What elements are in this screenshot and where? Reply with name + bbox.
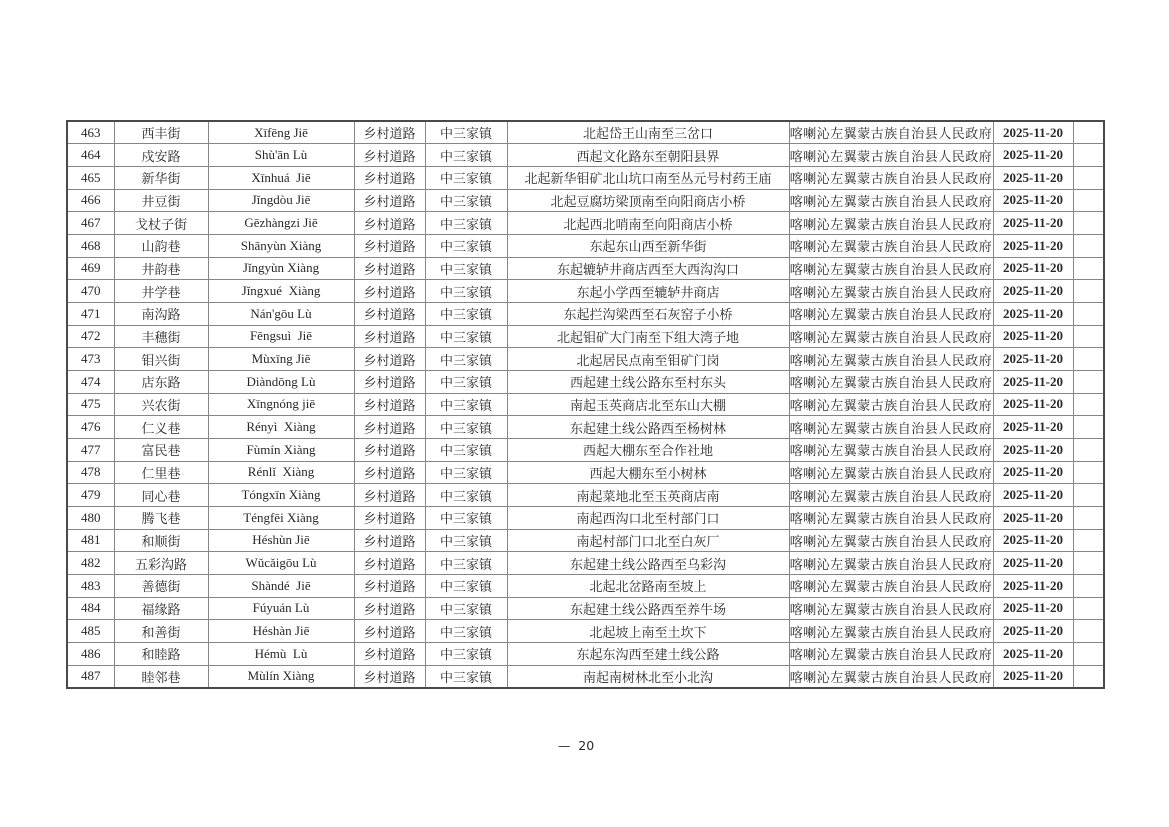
cell-road-name: 戍安路 [114,144,208,167]
table-row [67,597,1104,620]
cell-approving-government: 喀喇沁左翼蒙古族自治县人民政府 [789,416,993,439]
cell-road-type: 乡村道路 [354,370,425,393]
cell-approving-government: 喀喇沁左翼蒙古族自治县人民政府 [789,348,993,371]
cell-serial-number: 471 [67,302,114,325]
cell-location-description: 北起北岔路南至坡上 [507,574,789,597]
cell-road-name: 同心巷 [114,484,208,507]
cell-empty [1073,370,1104,393]
cell-empty [1073,348,1104,371]
table-row [67,665,1104,688]
cell-empty [1073,166,1104,189]
cell-road-name: 山韵巷 [114,234,208,257]
cell-road-type: 乡村道路 [354,574,425,597]
cell-town: 中三家镇 [425,234,507,257]
cell-location-description: 北起居民点南至钼矿门岗 [507,348,789,371]
cell-approving-government: 喀喇沁左翼蒙古族自治县人民政府 [789,665,993,688]
cell-location-description: 东起建土线公路西至乌彩沟 [507,552,789,575]
cell-date: 2025-11-20 [993,280,1073,303]
cell-location-description: 西起文化路东至朝阳县界 [507,144,789,167]
cell-town: 中三家镇 [425,597,507,620]
cell-pinyin: Wǔcǎigōu Lù [208,552,354,575]
cell-road-type: 乡村道路 [354,121,425,144]
cell-date: 2025-11-20 [993,574,1073,597]
cell-road-name: 和善街 [114,620,208,643]
cell-serial-number: 464 [67,144,114,167]
cell-location-description: 西起大棚东至小树林 [507,461,789,484]
cell-pinyin: Xīnhuá Jiē [208,166,354,189]
table-body [67,121,1104,688]
cell-road-name: 和顺街 [114,529,208,552]
cell-serial-number: 479 [67,484,114,507]
cell-road-type: 乡村道路 [354,144,425,167]
cell-road-name: 井韵巷 [114,257,208,280]
cell-town: 中三家镇 [425,484,507,507]
cell-date: 2025-11-20 [993,416,1073,439]
cell-date: 2025-11-20 [993,166,1073,189]
cell-pinyin: Téngfēi Xiàng [208,506,354,529]
table-row [67,121,1104,144]
cell-serial-number: 478 [67,461,114,484]
cell-empty [1073,280,1104,303]
cell-approving-government: 喀喇沁左翼蒙古族自治县人民政府 [789,325,993,348]
cell-pinyin: Fùmín Xiàng [208,438,354,461]
cell-town: 中三家镇 [425,620,507,643]
table-row [67,461,1104,484]
cell-road-type: 乡村道路 [354,529,425,552]
table-row [67,348,1104,371]
cell-serial-number: 472 [67,325,114,348]
cell-town: 中三家镇 [425,416,507,439]
cell-road-type: 乡村道路 [354,212,425,235]
cell-location-description: 南起玉英商店北至东山大棚 [507,393,789,416]
table-row [67,416,1104,439]
cell-location-description: 西起建土线公路东至村东头 [507,370,789,393]
cell-serial-number: 475 [67,393,114,416]
cell-location-description: 南起菜地北至玉英商店南 [507,484,789,507]
cell-location-description: 南起西沟口北至村部门口 [507,506,789,529]
cell-approving-government: 喀喇沁左翼蒙古族自治县人民政府 [789,302,993,325]
cell-town: 中三家镇 [425,642,507,665]
cell-road-type: 乡村道路 [354,506,425,529]
cell-empty [1073,597,1104,620]
cell-pinyin: Mùlín Xiàng [208,665,354,688]
table-row [67,529,1104,552]
cell-approving-government: 喀喇沁左翼蒙古族自治县人民政府 [789,257,993,280]
cell-pinyin: Héshàn Jiē [208,620,354,643]
cell-pinyin: Rénlǐ Xiàng [208,461,354,484]
table-row [67,166,1104,189]
cell-approving-government: 喀喇沁左翼蒙古族自治县人民政府 [789,393,993,416]
cell-empty [1073,393,1104,416]
cell-road-name: 新华街 [114,166,208,189]
cell-road-type: 乡村道路 [354,234,425,257]
cell-road-type: 乡村道路 [354,665,425,688]
table-row [67,212,1104,235]
cell-date: 2025-11-20 [993,461,1073,484]
cell-road-name: 五彩沟路 [114,552,208,575]
cell-serial-number: 486 [67,642,114,665]
cell-town: 中三家镇 [425,506,507,529]
cell-town: 中三家镇 [425,302,507,325]
cell-serial-number: 484 [67,597,114,620]
cell-road-type: 乡村道路 [354,325,425,348]
cell-road-name: 西丰街 [114,121,208,144]
cell-serial-number: 468 [67,234,114,257]
cell-date: 2025-11-20 [993,620,1073,643]
cell-location-description: 东起建土线公路西至养牛场 [507,597,789,620]
cell-town: 中三家镇 [425,144,507,167]
cell-empty [1073,552,1104,575]
cell-date: 2025-11-20 [993,257,1073,280]
cell-road-type: 乡村道路 [354,257,425,280]
table-row [67,234,1104,257]
cell-approving-government: 喀喇沁左翼蒙古族自治县人民政府 [789,121,993,144]
cell-empty [1073,121,1104,144]
cell-date: 2025-11-20 [993,529,1073,552]
cell-road-name: 丰穗街 [114,325,208,348]
cell-pinyin: Xīngnóng jiē [208,393,354,416]
cell-town: 中三家镇 [425,370,507,393]
cell-empty [1073,144,1104,167]
cell-road-name: 福缘路 [114,597,208,620]
cell-road-type: 乡村道路 [354,393,425,416]
cell-pinyin: Jǐngdòu Jiē [208,189,354,212]
cell-road-type: 乡村道路 [354,416,425,439]
cell-date: 2025-11-20 [993,212,1073,235]
cell-empty [1073,212,1104,235]
cell-town: 中三家镇 [425,166,507,189]
cell-date: 2025-11-20 [993,438,1073,461]
road-names-table [66,120,1105,689]
cell-serial-number: 473 [67,348,114,371]
cell-empty [1073,416,1104,439]
cell-serial-number: 476 [67,416,114,439]
cell-road-name: 仁义巷 [114,416,208,439]
cell-approving-government: 喀喇沁左翼蒙古族自治县人民政府 [789,552,993,575]
cell-empty [1073,665,1104,688]
table-row [67,189,1104,212]
table-row [67,484,1104,507]
cell-empty [1073,620,1104,643]
cell-pinyin: Fēngsuì Jiē [208,325,354,348]
cell-approving-government: 喀喇沁左翼蒙古族自治县人民政府 [789,484,993,507]
cell-town: 中三家镇 [425,257,507,280]
cell-empty [1073,574,1104,597]
cell-location-description: 东起东沟西至建土线公路 [507,642,789,665]
cell-date: 2025-11-20 [993,506,1073,529]
cell-date: 2025-11-20 [993,552,1073,575]
table-row [67,574,1104,597]
cell-town: 中三家镇 [425,212,507,235]
cell-date: 2025-11-20 [993,370,1073,393]
cell-pinyin: Tóngxīn Xiàng [208,484,354,507]
cell-road-name: 钼兴街 [114,348,208,371]
cell-approving-government: 喀喇沁左翼蒙古族自治县人民政府 [789,370,993,393]
table-row [67,552,1104,575]
cell-location-description: 北起新华钼矿北山坑口南至丛元号村药王庙 [507,166,789,189]
cell-date: 2025-11-20 [993,189,1073,212]
cell-empty [1073,257,1104,280]
cell-location-description: 北起岱王山南至三岔口 [507,121,789,144]
cell-date: 2025-11-20 [993,393,1073,416]
cell-road-name: 腾飞巷 [114,506,208,529]
cell-town: 中三家镇 [425,552,507,575]
cell-pinyin: Hémù Lù [208,642,354,665]
cell-location-description: 南起村部门口北至白灰厂 [507,529,789,552]
cell-empty [1073,325,1104,348]
cell-pinyin: Shù'ān Lù [208,144,354,167]
cell-empty [1073,302,1104,325]
cell-serial-number: 467 [67,212,114,235]
cell-serial-number: 487 [67,665,114,688]
cell-pinyin: Gēzhàngzi Jiē [208,212,354,235]
cell-road-type: 乡村道路 [354,461,425,484]
cell-empty [1073,461,1104,484]
cell-empty [1073,438,1104,461]
cell-empty [1073,234,1104,257]
cell-town: 中三家镇 [425,325,507,348]
cell-road-type: 乡村道路 [354,620,425,643]
cell-serial-number: 466 [67,189,114,212]
cell-serial-number: 469 [67,257,114,280]
cell-date: 2025-11-20 [993,665,1073,688]
cell-road-type: 乡村道路 [354,189,425,212]
cell-pinyin: Mùxīng Jiē [208,348,354,371]
cell-location-description: 东起东山西至新华街 [507,234,789,257]
cell-empty [1073,529,1104,552]
cell-serial-number: 482 [67,552,114,575]
cell-pinyin: Jǐngxué Xiàng [208,280,354,303]
cell-approving-government: 喀喇沁左翼蒙古族自治县人民政府 [789,234,993,257]
cell-approving-government: 喀喇沁左翼蒙古族自治县人民政府 [789,642,993,665]
cell-road-name: 和睦路 [114,642,208,665]
page-number: — 20 [557,738,595,753]
table-row [67,280,1104,303]
cell-road-name: 兴农街 [114,393,208,416]
cell-approving-government: 喀喇沁左翼蒙古族自治县人民政府 [789,438,993,461]
table-row [67,506,1104,529]
table-row [67,642,1104,665]
cell-road-type: 乡村道路 [354,280,425,303]
cell-serial-number: 483 [67,574,114,597]
cell-date: 2025-11-20 [993,642,1073,665]
cell-town: 中三家镇 [425,348,507,371]
cell-location-description: 东起小学西至辘轳井商店 [507,280,789,303]
cell-serial-number: 470 [67,280,114,303]
cell-approving-government: 喀喇沁左翼蒙古族自治县人民政府 [789,189,993,212]
cell-pinyin: Shānyùn Xiàng [208,234,354,257]
cell-date: 2025-11-20 [993,121,1073,144]
cell-town: 中三家镇 [425,665,507,688]
cell-road-type: 乡村道路 [354,484,425,507]
cell-road-type: 乡村道路 [354,552,425,575]
table-row [67,370,1104,393]
cell-date: 2025-11-20 [993,302,1073,325]
cell-pinyin: Jǐngyùn Xiàng [208,257,354,280]
cell-approving-government: 喀喇沁左翼蒙古族自治县人民政府 [789,144,993,167]
cell-town: 中三家镇 [425,393,507,416]
table-row [67,438,1104,461]
cell-location-description: 东起建土线公路西至杨树林 [507,416,789,439]
cell-location-description: 东起拦沟梁西至石灰窑子小桥 [507,302,789,325]
cell-approving-government: 喀喇沁左翼蒙古族自治县人民政府 [789,212,993,235]
cell-pinyin: Xīfēng Jiē [208,121,354,144]
cell-approving-government: 喀喇沁左翼蒙古族自治县人民政府 [789,461,993,484]
cell-location-description: 北起坡上南至土坎下 [507,620,789,643]
table-row [67,257,1104,280]
cell-road-name: 井学巷 [114,280,208,303]
cell-approving-government: 喀喇沁左翼蒙古族自治县人民政府 [789,280,993,303]
cell-road-name: 仁里巷 [114,461,208,484]
cell-empty [1073,484,1104,507]
cell-road-name: 善德街 [114,574,208,597]
cell-location-description: 南起南树林北至小北沟 [507,665,789,688]
cell-road-type: 乡村道路 [354,597,425,620]
cell-road-name: 戈杖子街 [114,212,208,235]
cell-pinyin: Fúyuán Lù [208,597,354,620]
cell-date: 2025-11-20 [993,144,1073,167]
cell-pinyin: Rényì Xiàng [208,416,354,439]
table-row [67,393,1104,416]
cell-date: 2025-11-20 [993,348,1073,371]
cell-road-name: 井豆街 [114,189,208,212]
table-row [67,302,1104,325]
cell-road-name: 南沟路 [114,302,208,325]
cell-location-description: 东起辘轳井商店西至大西沟沟口 [507,257,789,280]
cell-pinyin: Shàndé Jiē [208,574,354,597]
cell-serial-number: 477 [67,438,114,461]
cell-empty [1073,642,1104,665]
cell-town: 中三家镇 [425,529,507,552]
cell-town: 中三家镇 [425,121,507,144]
cell-serial-number: 463 [67,121,114,144]
cell-town: 中三家镇 [425,461,507,484]
cell-pinyin: Héshùn Jiē [208,529,354,552]
cell-serial-number: 474 [67,370,114,393]
cell-approving-government: 喀喇沁左翼蒙古族自治县人民政府 [789,620,993,643]
cell-date: 2025-11-20 [993,597,1073,620]
cell-pinyin: Diàndōng Lù [208,370,354,393]
cell-town: 中三家镇 [425,280,507,303]
cell-road-name: 睦邻巷 [114,665,208,688]
cell-approving-government: 喀喇沁左翼蒙古族自治县人民政府 [789,574,993,597]
cell-approving-government: 喀喇沁左翼蒙古族自治县人民政府 [789,166,993,189]
cell-serial-number: 480 [67,506,114,529]
cell-serial-number: 485 [67,620,114,643]
cell-date: 2025-11-20 [993,234,1073,257]
cell-road-type: 乡村道路 [354,302,425,325]
cell-road-type: 乡村道路 [354,348,425,371]
cell-approving-government: 喀喇沁左翼蒙古族自治县人民政府 [789,529,993,552]
cell-serial-number: 481 [67,529,114,552]
cell-road-name: 富民巷 [114,438,208,461]
cell-pinyin: Nán'gōu Lù [208,302,354,325]
cell-town: 中三家镇 [425,438,507,461]
cell-road-name: 店东路 [114,370,208,393]
cell-location-description: 北起豆腐坊梁顶南至向阳商店小桥 [507,189,789,212]
cell-town: 中三家镇 [425,189,507,212]
table-row [67,620,1104,643]
cell-date: 2025-11-20 [993,325,1073,348]
cell-road-type: 乡村道路 [354,166,425,189]
cell-approving-government: 喀喇沁左翼蒙古族自治县人民政府 [789,597,993,620]
table-row [67,325,1104,348]
cell-location-description: 北起钼矿大门南至下组大湾子地 [507,325,789,348]
cell-road-type: 乡村道路 [354,438,425,461]
cell-town: 中三家镇 [425,574,507,597]
cell-empty [1073,506,1104,529]
cell-road-type: 乡村道路 [354,642,425,665]
cell-empty [1073,189,1104,212]
cell-location-description: 北起西北哨南至向阳商店小桥 [507,212,789,235]
cell-serial-number: 465 [67,166,114,189]
cell-date: 2025-11-20 [993,484,1073,507]
table-row [67,144,1104,167]
cell-location-description: 西起大棚东至合作社地 [507,438,789,461]
cell-approving-government: 喀喇沁左翼蒙古族自治县人民政府 [789,506,993,529]
